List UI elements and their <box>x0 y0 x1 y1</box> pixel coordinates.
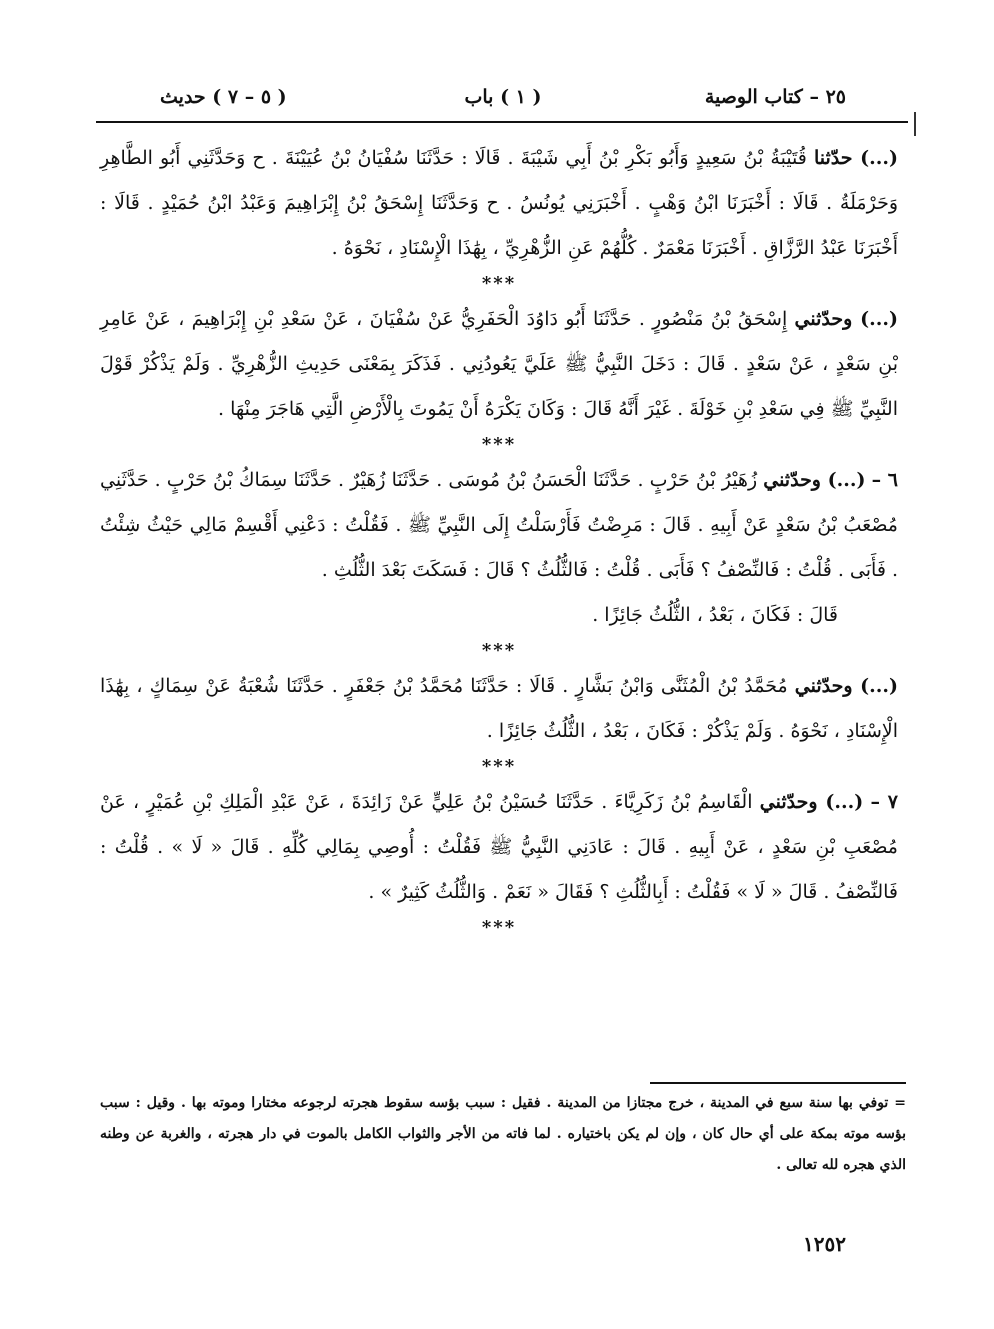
hadith-text: الْقَاسِمُ بْنُ زَكَرِيَّاءَ . حَدَّثَنَا حُسَيْنُ بْنُ عَلِيٍّ عَنْ زَائِدَةَ ، عَنْ عَبْدِ الْمَلِكِ بْنِ عُمَيْرٍ ، عَنْ مُصْعَبِ بْنِ سَعْدٍ ، عَنْ أَبِيهِ . قَالَ : عَادَنِي النَّبِيُّ ﷺ فَقُلْتُ : أُوصِي بِمَالِي كُلِّهِ . قَالَ « لَا » . قُلْتُ : فَالنِّصْفُ . قَالَ « لَا » فَقُلْتُ : أَبِالثُّلُثِ ؟ فَقَالَ « نَعَمْ . وَالثُّلُثُ كَثِيرٌ » . <box>100 791 898 903</box>
hadith-text: مُحَمَّدُ بْنُ الْمُثَنَّى وَابْنُ بَشَّارٍ . قَالَا : حَدَّثَنَا مُحَمَّدُ بْنُ جَعْفَرٍ . حَدَّثَنَا شُعْبَةُ عَنْ سِمَاكٍ ، بِهَٰذَا الْإِسْنَادِ ، نَحْوَهُ . وَلَمْ يَذْكُرْ : فَكَانَ ، بَعْدُ ، الثُّلُثُ جَائِزًا . <box>100 675 898 742</box>
book-title: ٢٥ – كتاب الوصية <box>704 86 846 108</box>
hadith-formula: (...) وحدّثني <box>759 791 864 813</box>
hadith-text: إِسْحَقُ بْنُ مَنْصُورٍ . حَدَّثَنَا أَبُو دَاوُدَ الْحَفَرِيُّ عَنْ سُفْيَانَ ، عَنْ سَعْدِ بْنِ إِبْرَاهِيمَ ، عَنْ عَامِرِ بْنِ سَعْدٍ ، عَنْ سَعْدٍ . قَالَ : دَخَلَ النَّبِيُّ ﷺ عَلَيَّ يَعُودُنِي . فَذَكَرَ بِمَعْنَى حَدِيثِ الزُّهْرِيِّ . وَلَمْ يَذْكُرْ قَوْلَ النَّبِيِّ ﷺ فِي سَعْدِ بْنِ خَوْلَةَ . غَيْرَ أَنَّهُ قَالَ : وَكَانَ يَكْرَهُ أَنْ يَمُوتَ بِالْأَرْضِ الَّتِي هَاجَرَ مِنْهَا . <box>100 308 898 420</box>
section-separator: *** <box>481 756 517 777</box>
hadith-number: ٦ – <box>871 469 898 491</box>
header-rule <box>96 121 908 123</box>
margin-mark <box>914 112 916 136</box>
hadith-range: ( ٥ – ٧ ) حديث <box>160 86 287 108</box>
page-number: ١٢٥٢ <box>803 1232 846 1256</box>
hadith-number: ٧ – <box>870 791 899 813</box>
chapter-label: ( ١ ) باب <box>464 86 542 108</box>
hadith-closing-line: قَالَ : فَكَانَ ، بَعْدُ ، الثُّلُثُ جَائِزًا . <box>592 604 838 626</box>
section-separator: *** <box>481 273 517 294</box>
running-head <box>160 86 846 118</box>
section-separator: *** <box>481 434 517 455</box>
section-separator: *** <box>481 917 517 938</box>
main-text <box>100 136 898 941</box>
hadith-block <box>100 664 898 754</box>
footnote: = توفي بها سنة سبع في المدينة ، خرج مجتازا من المدينة . فقيل : سبب بؤسه سقوط هجرته لرجوعه مختارا وموته بها . وقيل : سبب بؤسه موته بمكة على أي حال كان ، وإن لم يكن باختياره . لما فاته من الأجر والثواب الكامل بالموت في دار هجرته ، والغربة عن وطنه الذي هجره لله تعالى . <box>100 1095 906 1173</box>
hadith-formula: (...) وحدّثني <box>794 308 899 330</box>
hadith-formula: (...) وحدّثني <box>794 675 898 697</box>
footnote-rule <box>650 1082 906 1084</box>
hadith-block <box>100 780 898 915</box>
hadith-block <box>100 297 898 432</box>
hadith-block <box>100 458 898 593</box>
section-separator: *** <box>481 640 517 661</box>
hadith-text: قُتَيْبَةُ بْنُ سَعِيدٍ وَأَبُو بَكْرِ بْنُ أَبِي شَيْبَةَ . قَالَا : حَدَّثَنَا سُفْيَانُ بْنُ عُيَيْنَةَ . ح وَحَدَّثَنِي أَبُو الطَّاهِرِ وَحَرْمَلَةُ . قَالَا : أَخْبَرَنَا ابْنُ وَهْبٍ . أَخْبَرَنِي يُونُسُ . ح وَحَدَّثَنَا إِسْحَقُ بْنُ إِبْرَاهِيمَ وَعَبْدُ ابْنُ حُمَيْدٍ . قَالَا : أَخْبَرَنَا عَبْدُ الرَّزَّاقِ . أَخْبَرَنَا مَعْمَرٌ . كُلُّهُمْ عَنِ الزُّهْرِيِّ ، بِهَٰذَا الْإِسْنَادِ ، نَحْوَهُ . <box>100 147 898 259</box>
hadith-formula: (...) وحدّثني <box>763 469 866 491</box>
hadith-text: زُهَيْرُ بْنُ حَرْبٍ . حَدَّثَنَا الْحَسَنُ بْنُ مُوسَى . حَدَّثَنَا زُهَيْرٌ . حَدَّثَنَا سِمَاكُ بْنُ حَرْبٍ . حَدَّثَنِي مُصْعَبُ بْنُ سَعْدٍ عَنْ أَبِيهِ . قَالَ : مَرِضْتُ فَأَرْسَلْتُ إِلَى النَّبِيِّ ﷺ . فَقُلْتُ : دَعْنِي أَقْسِمْ مَالِي حَيْثُ شِئْتُ . فَأَبَى . قُلْتُ : فَالنِّصْفُ ؟ فَأَبَى . قُلْتُ : فَالثُّلُثُ ؟ قَالَ : فَسَكَتَ بَعْدَ الثُّلُثِ . <box>100 469 898 581</box>
hadith-formula: (...) حدّثنا <box>813 147 899 169</box>
hadith-block <box>100 136 898 271</box>
